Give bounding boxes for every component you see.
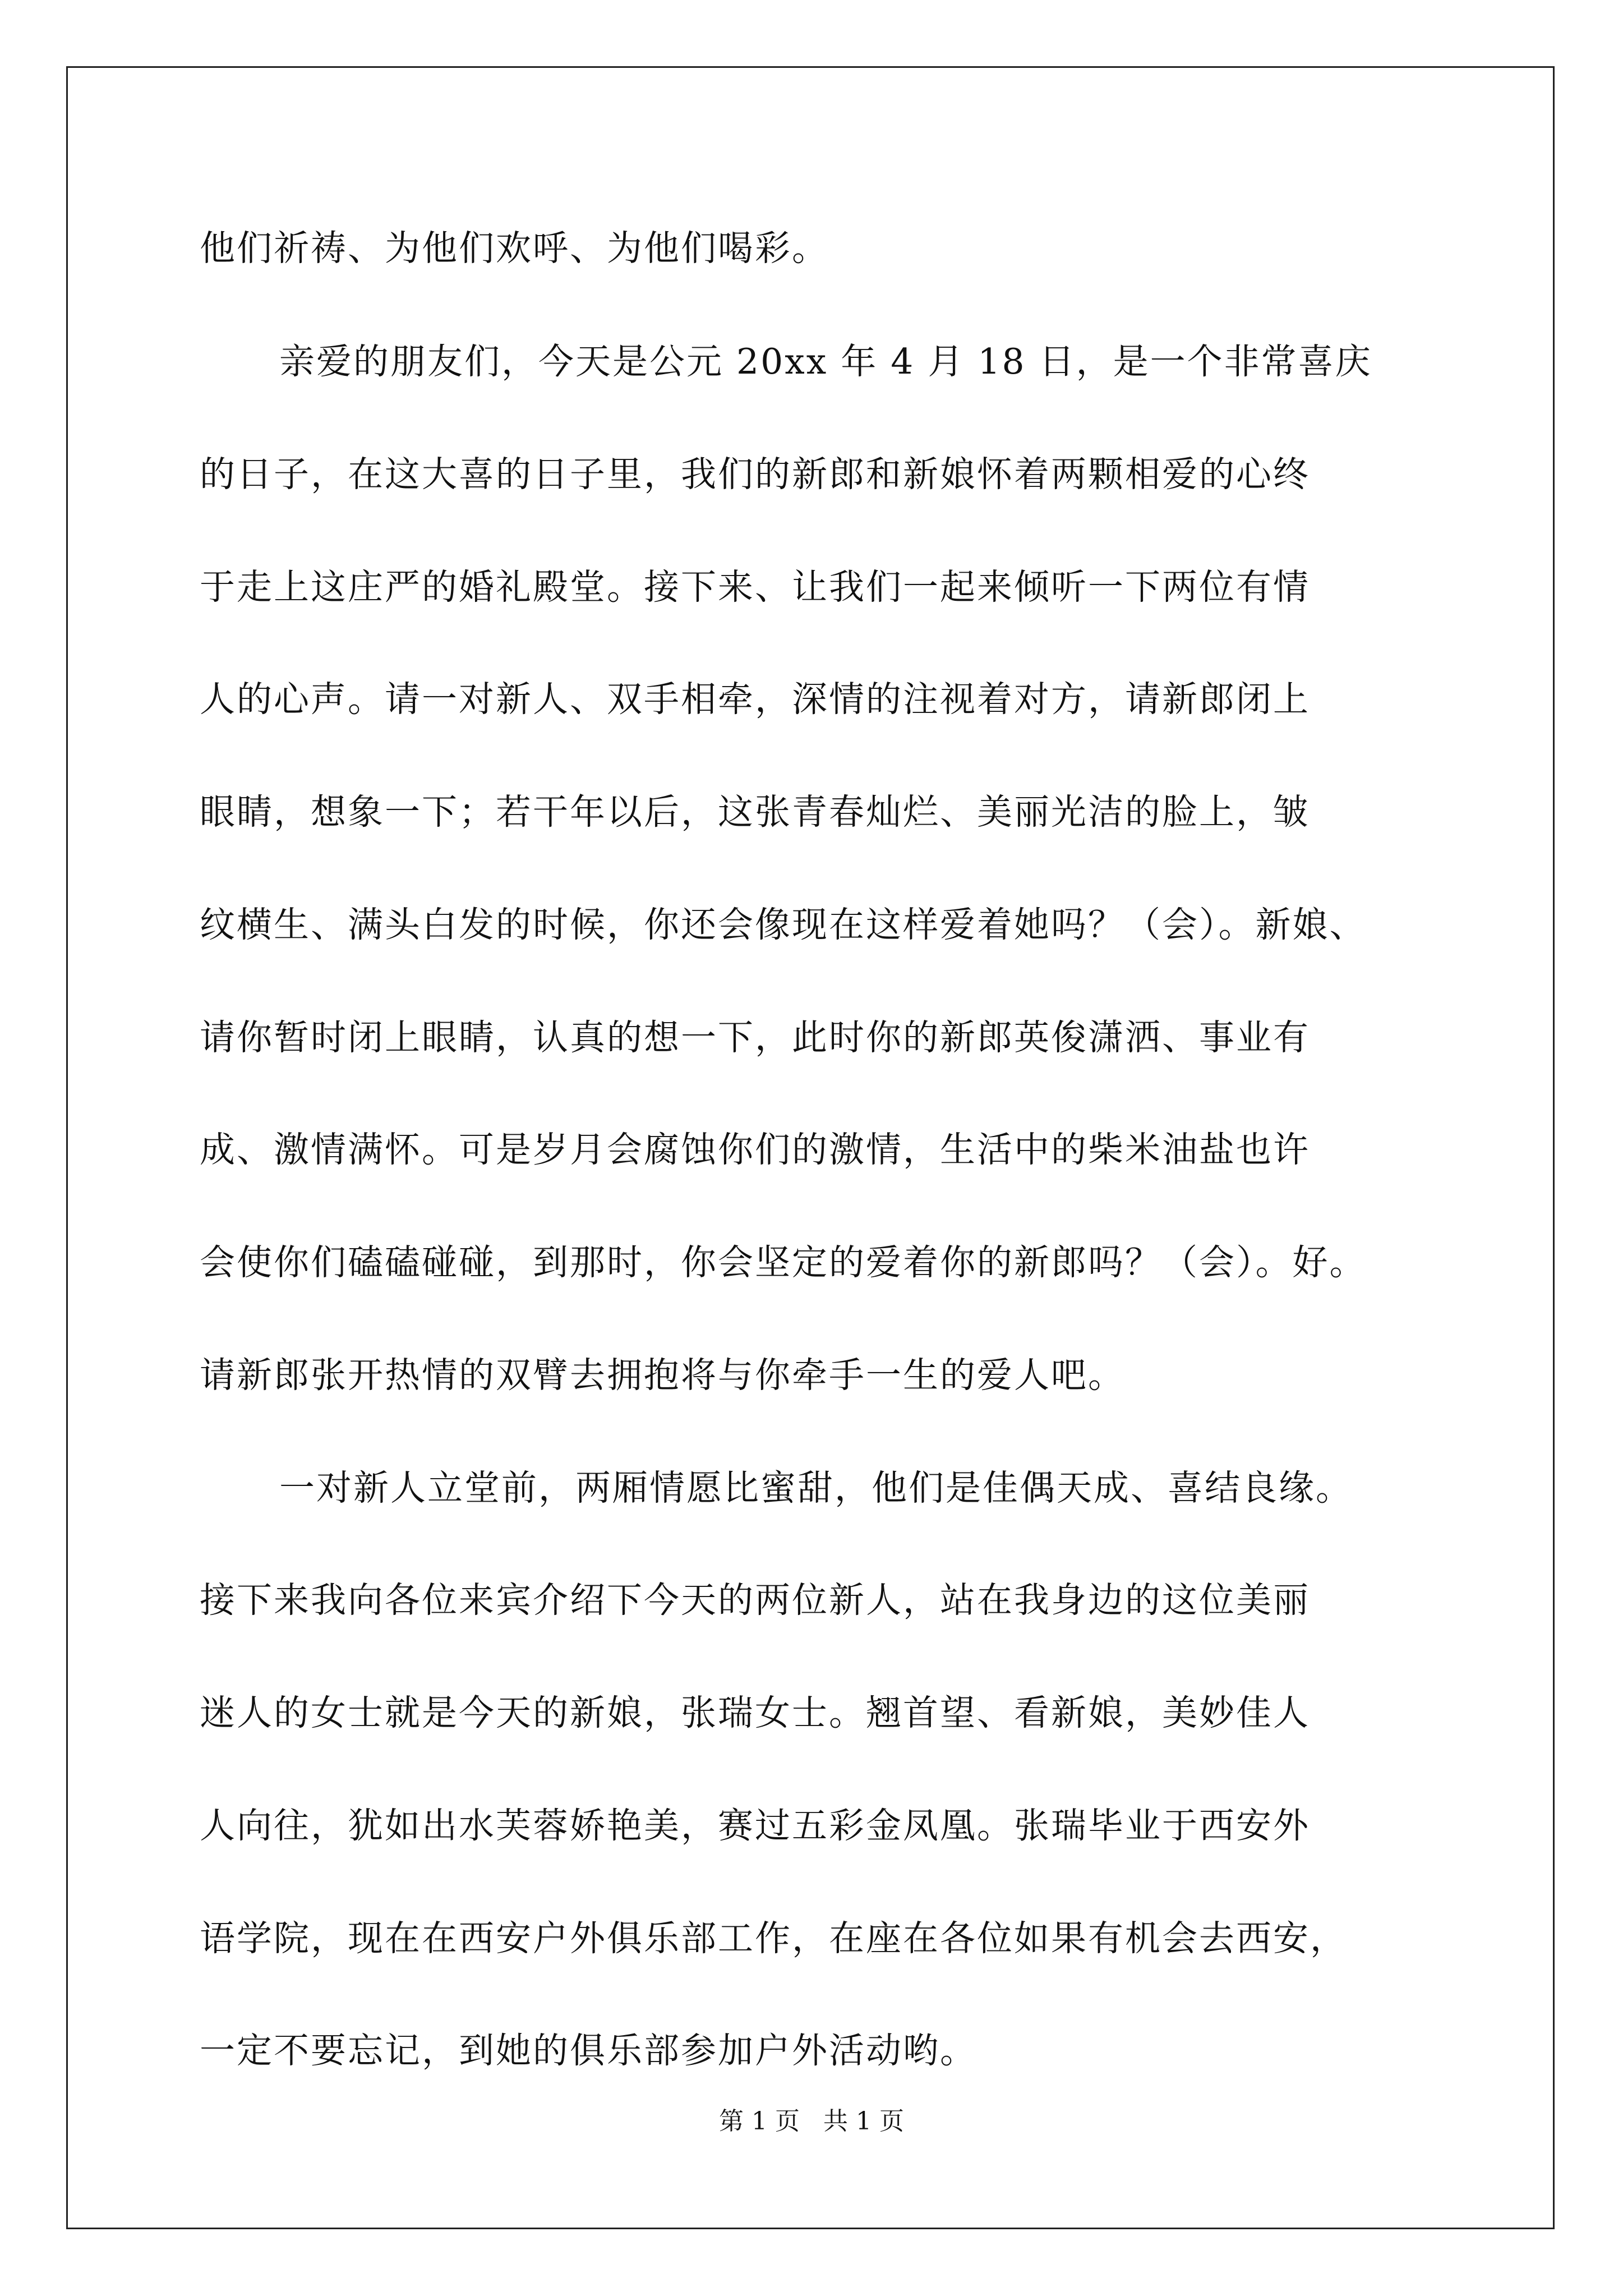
text-line: 成、激情满怀。可是岁月会腐蚀你们的激情，生活中的柴米油盐也许 bbox=[200, 1129, 1310, 1170]
text-line: 迷人的女士就是今天的新娘，张瑞女士。翘首望、看新娘，美妙佳人 bbox=[200, 1692, 1310, 1733]
text-line: 纹横生、满头白发的时候，你还会像现在这样爱着她吗？（会）。新娘、 bbox=[200, 904, 1367, 945]
text-line: 亲爱的朋友们，今天是公元 20xx 年 4 月 18 日，是一个非常喜庆 bbox=[279, 341, 1372, 382]
text-line: 的日子，在这大喜的日子里，我们的新郎和新娘怀着两颗相爱的心终 bbox=[200, 454, 1310, 495]
text-line: 一对新人立堂前，两厢情愿比蜜甜，他们是佳偶天成、喜结良缘。 bbox=[279, 1467, 1353, 1508]
text-line: 语学院，现在在西安户外俱乐部工作，在座在各位如果有机会去西安， bbox=[200, 1918, 1347, 1959]
text-line: 他们祈祷、为他们欢呼、为他们喝彩。 bbox=[200, 228, 829, 269]
text-line: 于走上这庄严的婚礼殿堂。接下来、让我们一起来倾听一下两位有情 bbox=[200, 567, 1310, 608]
text-line: 人的心声。请一对新人、双手相牵，深情的注视着对方，请新郎闭上 bbox=[200, 679, 1310, 720]
page-footer: 第 1 页 共 1 页 bbox=[719, 2107, 904, 2136]
text-line: 会使你们磕磕碰碰，到那时，你会坚定的爱着你的新郎吗？（会）。好。 bbox=[200, 1242, 1367, 1283]
text-line: 请你暂时闭上眼睛，认真的想一下，此时你的新郎英俊潇洒、事业有 bbox=[200, 1017, 1310, 1058]
text-line: 眼睛，想象一下；若干年以后，这张青春灿烂、美丽光洁的脸上，皱 bbox=[200, 792, 1310, 832]
text-line: 接下来我向各位来宾介绍下今天的两位新人，站在我身边的这位美丽 bbox=[200, 1580, 1310, 1621]
text-line: 人向往，犹如出水芙蓉娇艳美，赛过五彩金凤凰。张瑞毕业于西安外 bbox=[200, 1805, 1310, 1846]
text-line: 一定不要忘记，到她的俱乐部参加户外活动哟。 bbox=[200, 2030, 977, 2071]
text-line: 请新郎张开热情的双臂去拥抱将与你牵手一生的爱人吧。 bbox=[200, 1355, 1125, 1396]
